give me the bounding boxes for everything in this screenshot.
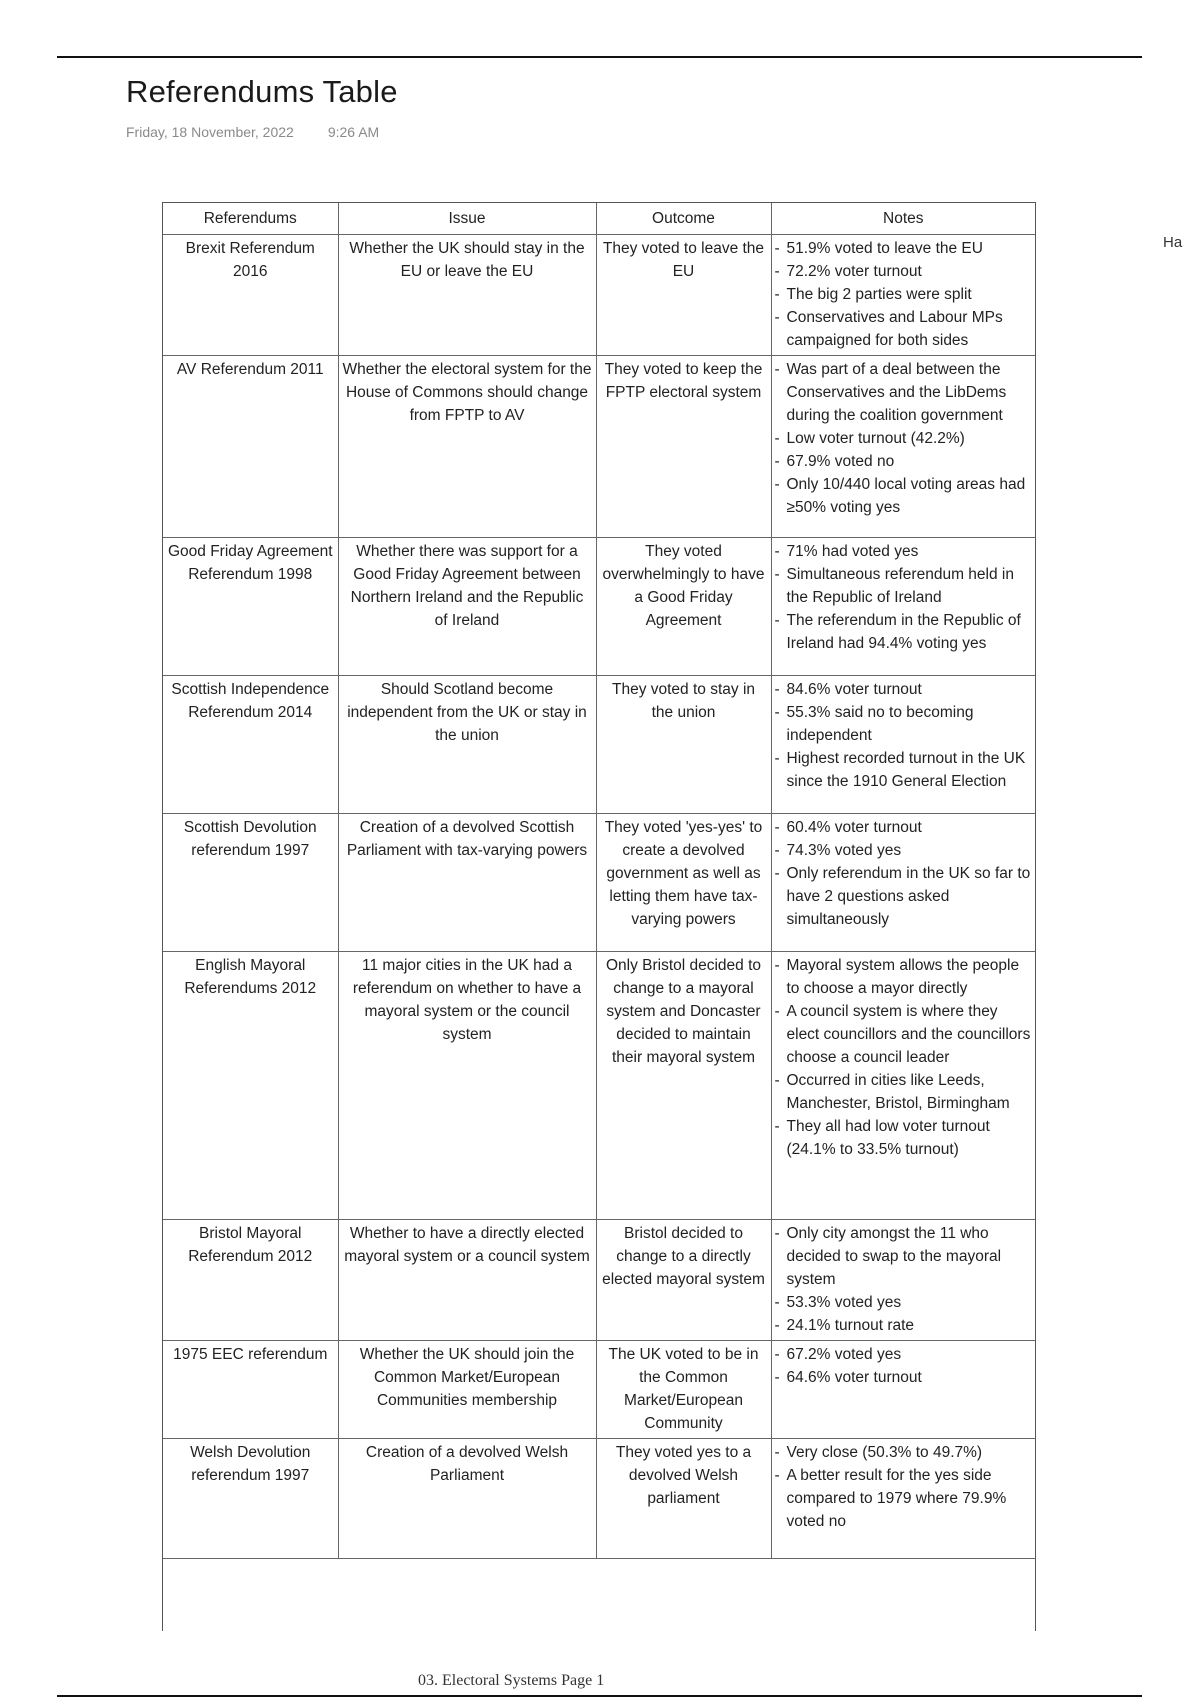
- issue-cell: Whether the electoral system for the House of Commons should change from FPTP to AV: [338, 356, 596, 538]
- header-notes: Notes: [771, 203, 1035, 235]
- notes-cell: [771, 814, 1035, 952]
- note-item: - Only city amongst the 11 who decided to swap to the mayoral system: [774, 1222, 1032, 1291]
- outcome-cell: They voted yes to a devolved Welsh parliament: [596, 1439, 771, 1559]
- table-row: [163, 538, 1035, 676]
- issue-cell: Whether there was support for a Good Friday Agreement between Northern Ireland and the Republic of Ireland: [338, 538, 596, 676]
- note-item: - 53.3% voted yes: [774, 1291, 1032, 1314]
- issue-cell: Whether to have a directly elected mayoral system or a council system: [338, 1220, 596, 1341]
- outcome-cell: They voted 'yes-yes' to create a devolved government as well as letting them have tax-varying powers: [596, 814, 771, 952]
- notes-cell: [771, 538, 1035, 676]
- page-footer: 03. Electoral Systems Page 1: [418, 1672, 605, 1689]
- referendum-cell: Brexit Referendum 2016: [163, 235, 338, 356]
- page-title: Referendums Table: [126, 74, 398, 109]
- note-item: - The big 2 parties were split: [774, 283, 1032, 306]
- referendum-cell: Scottish Independence Referendum 2014: [163, 676, 338, 814]
- note-item: - 67.2% voted yes: [774, 1343, 1032, 1366]
- note-item: - 71% had voted yes: [774, 540, 1032, 563]
- referendum-cell: English Mayoral Referendums 2012: [163, 952, 338, 1220]
- outcome-cell: They voted overwhelmingly to have a Good Friday Agreement: [596, 538, 771, 676]
- top-rule: [57, 56, 1142, 58]
- notes-cell: [771, 1220, 1035, 1341]
- truncated-side-text: Ha: [1163, 234, 1183, 251]
- note-item: - Occurred in cities like Leeds, Manchester, Bristol, Birmingham: [774, 1069, 1032, 1115]
- note-item: - Mayoral system allows the people to choose a mayor directly: [774, 954, 1032, 1000]
- referendums-table-container: [162, 202, 1036, 1631]
- referendum-cell: Scottish Devolution referendum 1997: [163, 814, 338, 952]
- note-item: - Simultaneous referendum held in the Republic of Ireland: [774, 563, 1032, 609]
- note-item: - The referendum in the Republic of Ireland had 94.4% voting yes: [774, 609, 1032, 655]
- referendum-cell: Good Friday Agreement Referendum 1998: [163, 538, 338, 676]
- header-referendums: Referendums: [163, 203, 338, 235]
- referendum-cell: 1975 EEC referendum: [163, 1341, 338, 1439]
- notes-cell: [771, 676, 1035, 814]
- table-row: [163, 676, 1035, 814]
- issue-cell: Whether the UK should stay in the EU or leave the EU: [338, 235, 596, 356]
- page-date: Friday, 18 November, 2022: [126, 124, 294, 140]
- notes-cell: [771, 952, 1035, 1220]
- outcome-cell: The UK voted to be in the Common Market/European Community: [596, 1341, 771, 1439]
- referendum-cell: Bristol Mayoral Referendum 2012: [163, 1220, 338, 1341]
- issue-cell: Whether the UK should join the Common Market/European Communities membership: [338, 1341, 596, 1439]
- note-item: - 84.6% voter turnout: [774, 678, 1032, 701]
- page-time: 9:26 AM: [327, 124, 380, 140]
- note-item: - Highest recorded turnout in the UK since the 1910 General Election: [774, 747, 1032, 793]
- note-item: - 72.2% voter turnout: [774, 260, 1032, 283]
- note-item: - 24.1% turnout rate: [774, 1314, 1032, 1337]
- issue-cell: Creation of a devolved Welsh Parliament: [338, 1439, 596, 1559]
- issue-cell: 11 major cities in the UK had a referendum on whether to have a mayoral system or the council system: [338, 952, 596, 1220]
- referendum-cell: AV Referendum 2011: [163, 356, 338, 538]
- referendums-table: [163, 203, 1035, 1559]
- header-outcome: Outcome: [596, 203, 771, 235]
- table-row: [163, 235, 1035, 356]
- note-item: - A council system is where they elect councillors and the councillors choose a council leader: [774, 1000, 1032, 1069]
- note-item: - They all had low voter turnout (24.1% to 33.5% turnout): [774, 1115, 1032, 1161]
- table-row: [163, 1341, 1035, 1439]
- note-item: - Very close (50.3% to 49.7%): [774, 1441, 1032, 1464]
- notes-cell: [771, 356, 1035, 538]
- note-item: - 74.3% voted yes: [774, 839, 1032, 862]
- outcome-cell: They voted to stay in the union: [596, 676, 771, 814]
- note-item: - 67.9% voted no: [774, 450, 1032, 473]
- table-row: [163, 1439, 1035, 1559]
- header-issue: Issue: [338, 203, 596, 235]
- notes-cell: [771, 1439, 1035, 1559]
- note-item: - Only referendum in the UK so far to have 2 questions asked simultaneously: [774, 862, 1032, 931]
- page-timestamp: [126, 124, 379, 140]
- notes-cell: [771, 1341, 1035, 1439]
- note-item: - 64.6% voter turnout: [774, 1366, 1032, 1389]
- outcome-cell: Only Bristol decided to change to a mayoral system and Doncaster decided to maintain their mayoral system: [596, 952, 771, 1220]
- outcome-cell: Bristol decided to change to a directly elected mayoral system: [596, 1220, 771, 1341]
- note-item: - 60.4% voter turnout: [774, 816, 1032, 839]
- table-row: [163, 356, 1035, 538]
- notes-cell: [771, 235, 1035, 356]
- issue-cell: Creation of a devolved Scottish Parliament with tax-varying powers: [338, 814, 596, 952]
- note-item: - Conservatives and Labour MPs campaigned for both sides: [774, 306, 1032, 352]
- outcome-cell: They voted to leave the EU: [596, 235, 771, 356]
- note-item: - A better result for the yes side compared to 1979 where 79.9% voted no: [774, 1464, 1032, 1533]
- note-item: - Low voter turnout (42.2%): [774, 427, 1032, 450]
- note-item: - Was part of a deal between the Conservatives and the LibDems during the coalition government: [774, 358, 1032, 427]
- table-body: [163, 235, 1035, 1559]
- note-item: - 51.9% voted to leave the EU: [774, 237, 1032, 260]
- issue-cell: Should Scotland become independent from the UK or stay in the union: [338, 676, 596, 814]
- table-row: [163, 814, 1035, 952]
- outcome-cell: They voted to keep the FPTP electoral system: [596, 356, 771, 538]
- table-row: [163, 1220, 1035, 1341]
- bottom-rule: [57, 1695, 1142, 1697]
- table-row: [163, 952, 1035, 1220]
- note-item: - Only 10/440 local voting areas had ≥50% voting yes: [774, 473, 1032, 519]
- table-header-row: [163, 203, 1035, 235]
- referendum-cell: Welsh Devolution referendum 1997: [163, 1439, 338, 1559]
- note-item: - 55.3% said no to becoming independent: [774, 701, 1032, 747]
